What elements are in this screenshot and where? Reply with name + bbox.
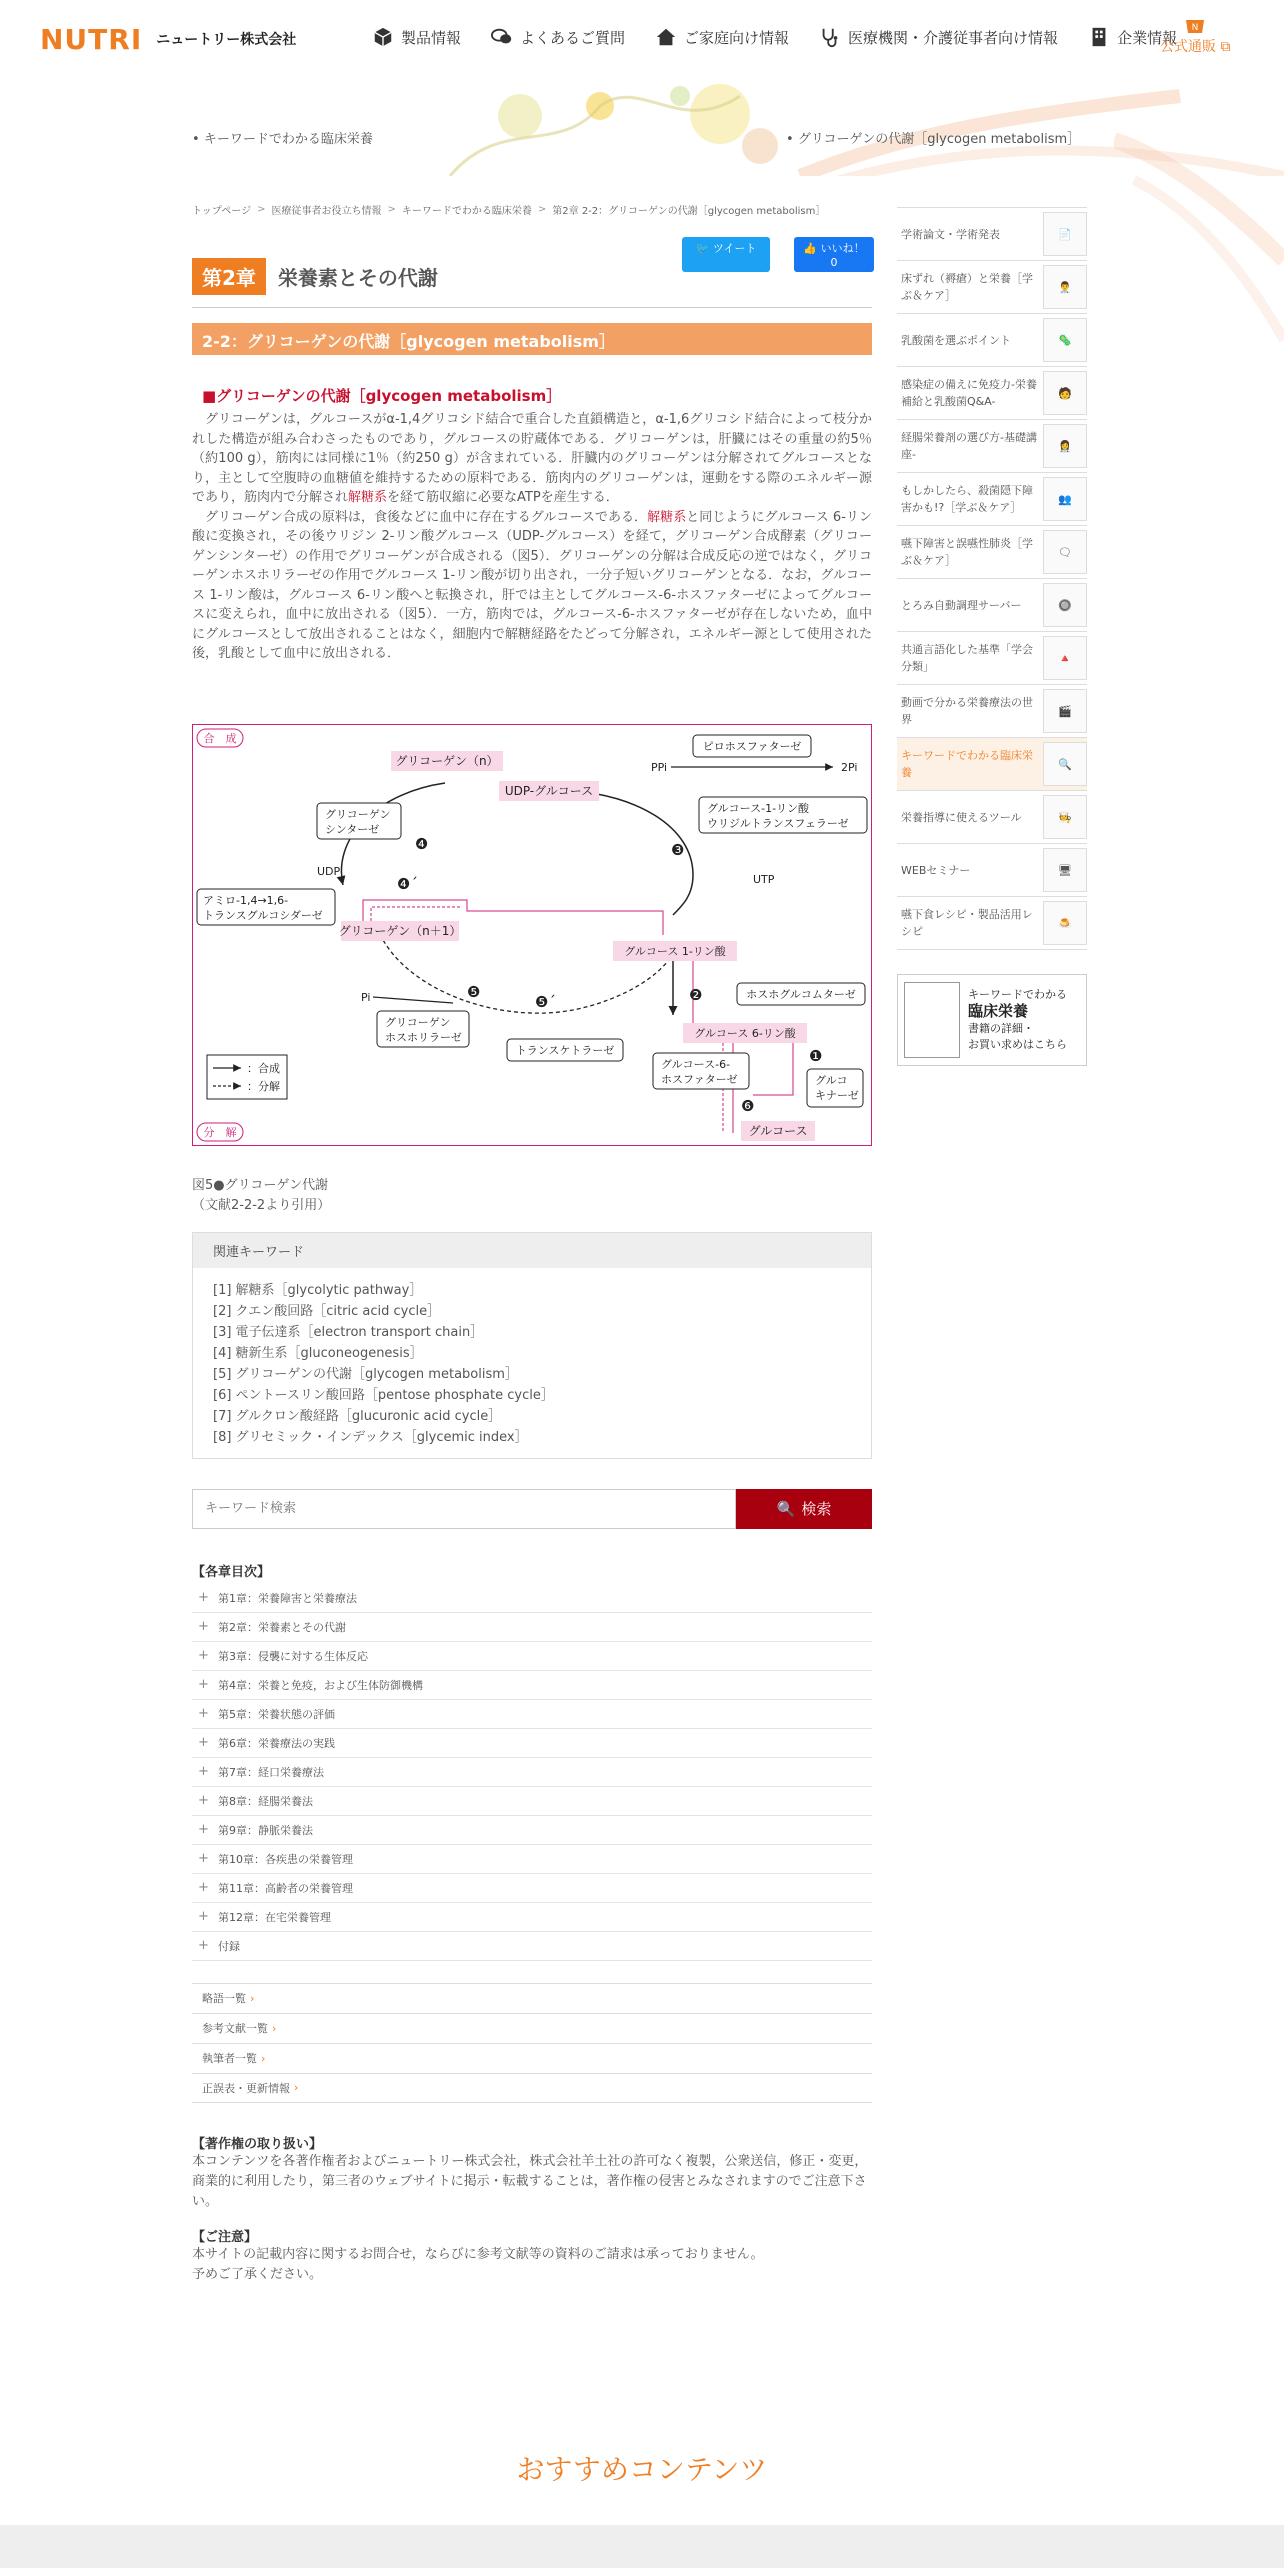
thumbs-up-icon: 👍 (803, 242, 818, 255)
link-authors[interactable] (192, 2043, 872, 2073)
toc-label: 第4章：栄養と免疫，および生体防御機構 (218, 1678, 423, 1692)
search-button-label: 検索 (801, 1500, 832, 1518)
related-item[interactable]: [2] クエン酸回路［citric acid cycle］ (213, 1303, 441, 1319)
toc-item[interactable] (192, 1903, 872, 1932)
thumbnail-icon: 👨‍⚕️ (1043, 265, 1087, 309)
plus-icon: + (198, 1793, 209, 1808)
plus-icon: + (198, 1851, 209, 1866)
main-content (192, 200, 872, 2285)
thumbnail-icon: 🎬 (1043, 689, 1087, 733)
pathway-diagram (193, 725, 871, 1145)
node-udp-glucose: UDP-グルコース (504, 783, 594, 798)
plus-icon: + (198, 1938, 209, 1953)
nav-faq[interactable] (491, 26, 625, 48)
enzyme-gk-line1: グルコ (815, 1073, 848, 1087)
node-g6p: グルコース 6-リン酸 (694, 1026, 796, 1040)
chevron-right-icon: › (272, 2021, 277, 2035)
link-label: 略語一覧 (202, 1992, 246, 2005)
enzyme-transketolase: トランスケトラーゼ (515, 1043, 615, 1057)
enzyme-gs-line1: グリコーゲン (325, 807, 391, 821)
plus-icon: + (198, 1880, 209, 1895)
side-decoration (1114, 120, 1284, 350)
sidebar-item[interactable] (897, 631, 1087, 684)
caption-title: 図5●グリコーゲン代謝 (192, 1177, 329, 1193)
enzyme-gp-line2: ホスホリラーゼ (385, 1030, 462, 1044)
share-buttons (682, 237, 874, 272)
nav-medical[interactable] (819, 26, 1058, 48)
toc-label: 第11章：高齢者の栄養管理 (218, 1881, 353, 1895)
plus-icon: + (198, 1735, 209, 1750)
toc-label: 付録 (218, 1939, 240, 1953)
related-item[interactable]: [7] グルクロン酸経路［glucuronic acid cycle］ (213, 1408, 502, 1424)
toc-label: 第1章：栄養障害と栄養療法 (218, 1591, 357, 1605)
glycogen-metabolism-figure (192, 724, 872, 1146)
toc-item[interactable] (192, 1584, 872, 1613)
nav-label: 医療機関・介護従事者向け情報 (848, 28, 1059, 47)
toc-item[interactable] (192, 1787, 872, 1816)
thumbnail-icon: 🦠 (1043, 318, 1087, 362)
keyword-heading: ■グリコーゲンの代謝［glycogen metabolism］ (202, 387, 562, 405)
related-list (193, 1268, 871, 1458)
label-2pi: 2Pi (841, 760, 858, 774)
nav-label: 企業情報 (1117, 28, 1178, 47)
thumbnail-icon: 🔘 (1043, 583, 1087, 627)
sidebar-item[interactable] (897, 578, 1087, 631)
page-banner (0, 76, 1284, 176)
synthesis-tag: 合 成 (203, 731, 237, 745)
link-references[interactable] (192, 2013, 872, 2043)
toc-item[interactable] (192, 1642, 872, 1671)
shop-bag-icon (1183, 14, 1207, 34)
home-icon (655, 26, 677, 48)
text: と同じようにグルコース 6-リン酸に変換され，その後ウリジン 2-リン酸グルコース（UDP-グルコース）を経て，グリコーゲン合成酵素（グリコーゲンシンターゼ）の作用でグリコーゲンが合成される（図5）．グリコーゲンの分解は合成反応の逆ではなく，グリコーゲンホスホリラーゼの作用でグルコース 1-リン酸が切り出され，一分子短いグリコーゲンとなる．なお，グルコース 1-リン酸は，グルコース 6-リン酸へと転換され，肝では主としてグルコース-6-ホスファターゼによってグルコースに変えられ，血中に放出される（図5）．一方，筋肉では，グルコース-6-ホスファターゼが存在しないため，血中にグルコースとして放出されることはなく，細胞内で解糖経路をたどって分解され，エネルギー源として使用された後，乳酸として血中に放出される． (192, 509, 872, 661)
thumbnail-icon: 👩‍⚕️ (1043, 424, 1087, 468)
sidebar-item[interactable] (897, 366, 1087, 419)
step-5-prime: ❺´ (535, 992, 556, 1011)
plus-icon: + (198, 1590, 209, 1605)
degradation-tag: 分 解 (203, 1125, 237, 1139)
enzyme-gs-line2: シンターゼ (325, 822, 380, 836)
logo-mark: NUTRI (40, 22, 143, 56)
step-4-prime: ❹´ (397, 874, 418, 893)
link-label: 参考文献一覧 (202, 2022, 268, 2035)
enzyme-pyrophosphatase: ピロホスファターゼ (702, 739, 802, 753)
plus-icon: + (198, 1648, 209, 1663)
breadcrumb-item[interactable]: トップページ (192, 205, 252, 217)
breadcrumb-item[interactable]: キーワードでわかる臨床栄養 (401, 205, 532, 217)
toc-label: 第3章：侵襲に対する生体反応 (218, 1649, 368, 1663)
article-body (192, 410, 872, 664)
shop-label: 公式通販 (1160, 39, 1216, 55)
toc-item[interactable] (192, 1874, 872, 1903)
chat-icon (491, 26, 513, 48)
link-errata[interactable] (192, 2073, 872, 2103)
legend-synthesis: ：合成 (247, 1061, 280, 1075)
global-nav (372, 26, 1177, 48)
toc-label: 第9章：静脈栄養法 (218, 1823, 313, 1837)
nav-label: よくあるご質問 (520, 28, 626, 47)
banner-right-text: グリコーゲンの代謝［glycogen metabolism］ (797, 132, 1081, 147)
thumbnail-icon: 🗨 (1043, 530, 1087, 574)
book-title: 臨床栄養 (968, 1002, 1029, 1020)
sidebar-item[interactable] (897, 313, 1087, 366)
text: を経て筋収縮に必要なATPを産生する． (387, 490, 619, 505)
related-item[interactable]: [4] 糖新生系［gluconeogenesis］ (213, 1345, 423, 1361)
enzyme-ugp-line2: ウリジルトランスフェラーゼ (707, 816, 849, 830)
banner-left-text: キーワードでわかる臨床栄養 (203, 132, 373, 147)
caption-source: （文献2-2-2より引用） (192, 1197, 331, 1213)
chapter-title: 栄養素とその代謝 (277, 266, 438, 290)
sidebar-item-active[interactable] (897, 737, 1087, 790)
breadcrumb-item[interactable]: 医療従事者お役立ち情報 (271, 205, 382, 217)
related-item[interactable]: [5] グリコーゲンの代謝［glycogen metabolism］ (213, 1366, 518, 1382)
thumbnail-icon: 🔺 (1043, 636, 1087, 680)
sidebar-item[interactable] (897, 207, 1087, 260)
chevron-right-icon: › (294, 2081, 299, 2094)
plus-icon: + (198, 1909, 209, 1924)
tweet-label: ツイート (712, 242, 757, 255)
related-item[interactable]: [6] ペントースリン酸回路［pentose phosphate cycle］ (213, 1387, 554, 1403)
chapter-number: 第2章 (192, 258, 266, 295)
like-button[interactable] (794, 237, 874, 272)
node-glycogen-n: グリコーゲン（n） (395, 753, 499, 768)
book-text (968, 987, 1067, 1053)
thumbnail-icon: 🍮 (1043, 901, 1087, 945)
plus-icon: + (198, 1764, 209, 1779)
toc-title: 【各章目次】 (192, 1564, 271, 1580)
chevron-right-icon: › (250, 1991, 255, 2005)
glycolysis-link[interactable]: 解糖系 (348, 490, 388, 505)
text: グリコーゲンは，グルコースがα-1,4グリコシド結合で重合した直鎖構造と，α-1,6グリコシド結合によって枝分かれした構造が組み合わさったものであり，グルコースの貯蔵体である．グリコーゲンは，肝臓にはその重量の約5％（約100 g），筋肉には同様に1％（約250 g）が含まれている．肝臓内のグリコーゲンは分解されてグルコースとなり，主として空腹時の血糖値を維持するための原料である．筋肉内のグリコーゲンは，運動をする際のエネルギー源であり，筋肉内で分解され (192, 412, 872, 505)
link-label: 正誤表・更新情報 (202, 2081, 290, 2095)
link-label: 執筆者一覧 (202, 2052, 257, 2065)
banner-left-label: • キーワードでわかる臨床栄養 (192, 132, 373, 147)
sidebar-item-label: WEBセミナー (901, 863, 971, 877)
related-item[interactable]: [1] 解糖系［glycolytic pathway］ (213, 1282, 423, 1298)
company-name: ニュートリー株式会社 (156, 32, 297, 48)
sidebar-item-label: もしかしたら、殺菌隠下障害かも!?［学ぶ＆ケア］ (901, 484, 1033, 514)
sidebar-item-label: 動画で分かる栄養療法の世界 (901, 696, 1033, 726)
step-2: ❷ (689, 985, 703, 1004)
sidebar-item[interactable] (897, 525, 1087, 578)
keyword-search (192, 1489, 872, 1529)
toc-item[interactable] (192, 1729, 872, 1758)
label-utp: UTP (753, 872, 775, 886)
recommend-strip (0, 2525, 1284, 2568)
step-1: ❶ (809, 1046, 823, 1065)
sidebar-item-label: 床ずれ（褥瘡）と栄養［学ぶ＆ケア］ (901, 272, 1033, 302)
link-abbreviations[interactable] (192, 1983, 872, 2013)
official-shop-link[interactable] (1160, 14, 1230, 56)
search-input[interactable] (192, 1489, 736, 1529)
figure-caption (192, 1176, 872, 1216)
toc-item[interactable] (192, 1671, 872, 1700)
node-glycogen-n1: グリコーゲン（n＋1） (338, 923, 462, 938)
paragraph (192, 410, 872, 508)
cube-icon (372, 26, 394, 48)
twitter-icon: 🐦 (695, 242, 710, 255)
nav-products[interactable] (372, 26, 461, 48)
toc-label: 第2章：栄養素とその代謝 (218, 1620, 346, 1634)
sidebar-item-label: 感染症の備えに免疫力-栄養補給と乳酸菌Q&A- (901, 378, 1037, 408)
plus-icon: + (198, 1619, 209, 1634)
chevron-right-icon: › (261, 2051, 266, 2065)
sidebar-item-label: とろみ自動調理サーバー (901, 598, 1022, 612)
banner-decoration (0, 76, 1284, 176)
sidebar-item[interactable] (897, 684, 1087, 737)
thumbnail-icon: 🖥 (1043, 848, 1087, 892)
magnifier-icon: 🔍 (1043, 742, 1087, 786)
sidebar-list (897, 207, 1087, 950)
toc-label: 第12章：在宅栄養管理 (218, 1910, 331, 1924)
enzyme-pgm: ホスホグルコムターゼ (746, 987, 856, 1001)
nav-label: ご家庭向け情報 (684, 28, 790, 47)
toc-label: 第5章：栄養状態の評価 (218, 1707, 335, 1721)
sidebar-item-label: 学術論文・学術発表 (901, 227, 1000, 241)
book-line: キーワードでわかる (968, 988, 1067, 1001)
caution-text-1: 本サイトの記載内容に関するお問合せ，ならびに参考文献等の資料のご請求は承っておりません。 (192, 2246, 764, 2262)
breadcrumb-current: 第2章 2-2：グリコーゲンの代謝［glycogen metabolism］ (552, 205, 826, 217)
sidebar-item-label: キーワードでわかる臨床栄養 (901, 749, 1033, 779)
toc-item[interactable] (192, 1613, 872, 1642)
recommend-title: おすすめコンテンツ (516, 2453, 768, 2486)
section-heading: 2-2：グリコーゲンの代謝［glycogen metabolism］ (192, 323, 872, 355)
node-g1p: グルコース 1-リン酸 (624, 944, 726, 958)
paragraph (192, 508, 872, 664)
caution-title: 【ご注意】 (192, 2229, 258, 2245)
toc-label: 第8章：経腸栄養法 (218, 1794, 313, 1808)
sidebar-item-label: 嚥下食レシピ・製品活用レシピ (901, 908, 1033, 938)
glycolysis-link[interactable]: 解糖系 (647, 509, 687, 525)
step-5: ❺ (467, 982, 481, 1001)
thumbnail-icon: 🧑‍🍳 (1043, 795, 1087, 839)
sidebar-item-label: 共通言語化した基準「学会分類」 (901, 643, 1033, 673)
thumbnail-icon: 🧑 (1043, 371, 1087, 415)
sidebar-item[interactable] (897, 472, 1087, 525)
related-item[interactable]: [3] 電子伝達系［electron transport chain］ (213, 1324, 484, 1340)
nav-home-info[interactable] (655, 26, 789, 48)
thumbnail-icon: 📄 (1043, 212, 1087, 256)
nav-label: 製品情報 (401, 28, 462, 47)
search-button[interactable] (736, 1489, 872, 1529)
related-item[interactable]: [8] グリセミック・インデックス［glycemic index］ (213, 1429, 528, 1445)
reference-links (192, 1983, 872, 2103)
svg-text:N: N (1191, 23, 1199, 33)
stethoscope-icon (819, 26, 841, 48)
plus-icon: + (198, 1822, 209, 1837)
step-6: ❻ (741, 1096, 755, 1115)
plus-icon: + (198, 1706, 209, 1721)
breadcrumb: トップページ > 医療従事者お役立ち情報 > キーワードでわかる臨床栄養 > 第2章 2-2：グリコーゲンの代謝［glycogen metabolism］ (192, 203, 826, 217)
building-icon (1088, 26, 1110, 48)
banner-right-label: • グリコーゲンの代謝［glycogen metabolism］ (786, 132, 1081, 147)
sidebar-item-label: 経腸栄養剤の選び方-基礎講座- (901, 431, 1037, 461)
step-4: ❹ (415, 834, 429, 853)
like-label: いいね！ 0 (820, 242, 865, 269)
sidebar-item[interactable] (897, 260, 1087, 313)
book-cover-icon (904, 982, 960, 1058)
toc-item[interactable] (192, 1845, 872, 1874)
sidebar-item[interactable] (897, 790, 1087, 843)
enzyme-ugp-line1: グルコース-1-リン酸 (707, 801, 810, 815)
label-ppi: PPi (651, 760, 668, 774)
thumbnail-icon: 👥 (1043, 477, 1087, 521)
step-3: ❸ (671, 840, 685, 859)
label-pi: Pi (361, 990, 371, 1004)
toc-item[interactable] (192, 1700, 872, 1729)
enzyme-branch-line2: トランスグルコシダーゼ (203, 908, 323, 922)
copyright-text: 本コンテンツを各著作権者およびニュートリー株式会社，株式会社羊土社の許可なく複製，公衆送信，修正・変更，商業的に利用したり，第三者のウェブサイトに掲示・転載することは，著作権の侵害とみなされますのでご注意下さい。 (192, 2153, 868, 2209)
node-glucose: グルコース (748, 1123, 808, 1138)
site-header (0, 0, 1284, 76)
enzyme-gk-line2: キナーゼ (815, 1088, 859, 1102)
text: グリコーゲン合成の原料は，食後などに血中に存在するグルコースである． (205, 509, 648, 525)
toc-label: 第6章：栄養療法の実践 (218, 1736, 335, 1750)
toc-item[interactable] (192, 1932, 872, 1961)
book-banner[interactable] (897, 974, 1087, 1066)
chapter-toc (192, 1584, 872, 1961)
site-logo[interactable] (40, 22, 296, 56)
toc-label: 第10章：各疾患の栄養管理 (218, 1852, 353, 1866)
sidebar (897, 207, 1087, 1066)
sidebar-item[interactable] (897, 419, 1087, 472)
legend-degradation: ：分解 (247, 1079, 280, 1093)
label-udp: UDP (317, 864, 341, 878)
enzyme-branch-line1: アミロ-1,4→1,6- (203, 893, 289, 907)
enzyme-g6pase-line1: グルコース-6- (661, 1057, 731, 1071)
book-line: 書籍の詳細・ (968, 1022, 1034, 1035)
sidebar-item-label: 乳酸菌を選ぶポイント (901, 333, 1011, 347)
related-keywords (192, 1232, 872, 1459)
search-icon: 🔍 (776, 1499, 796, 1518)
copyright-title: 【著作権の取り扱い】 (192, 2136, 323, 2152)
sidebar-item[interactable] (897, 896, 1087, 950)
sidebar-item-label: 嚥下障害と誤嚥性肺炎［学ぶ＆ケア］ (901, 537, 1033, 567)
toc-item[interactable] (192, 1816, 872, 1845)
related-title: 関連キーワード (193, 1233, 871, 1268)
toc-label: 第7章：経口栄養療法 (218, 1765, 324, 1779)
enzyme-gp-line1: グリコーゲン (385, 1015, 451, 1029)
enzyme-g6pase-line2: ホスファターゼ (661, 1072, 738, 1086)
plus-icon: + (198, 1677, 209, 1692)
sidebar-item[interactable] (897, 843, 1087, 896)
caution-text-2: 予めご了承ください。 (192, 2266, 323, 2282)
external-link-icon: ⧉ (1220, 39, 1231, 55)
book-line: お買い求めはこちら (968, 1038, 1067, 1051)
tweet-button[interactable] (682, 237, 770, 272)
toc-item[interactable] (192, 1758, 872, 1787)
sidebar-item-label: 栄養指導に使えるツール (901, 810, 1022, 824)
